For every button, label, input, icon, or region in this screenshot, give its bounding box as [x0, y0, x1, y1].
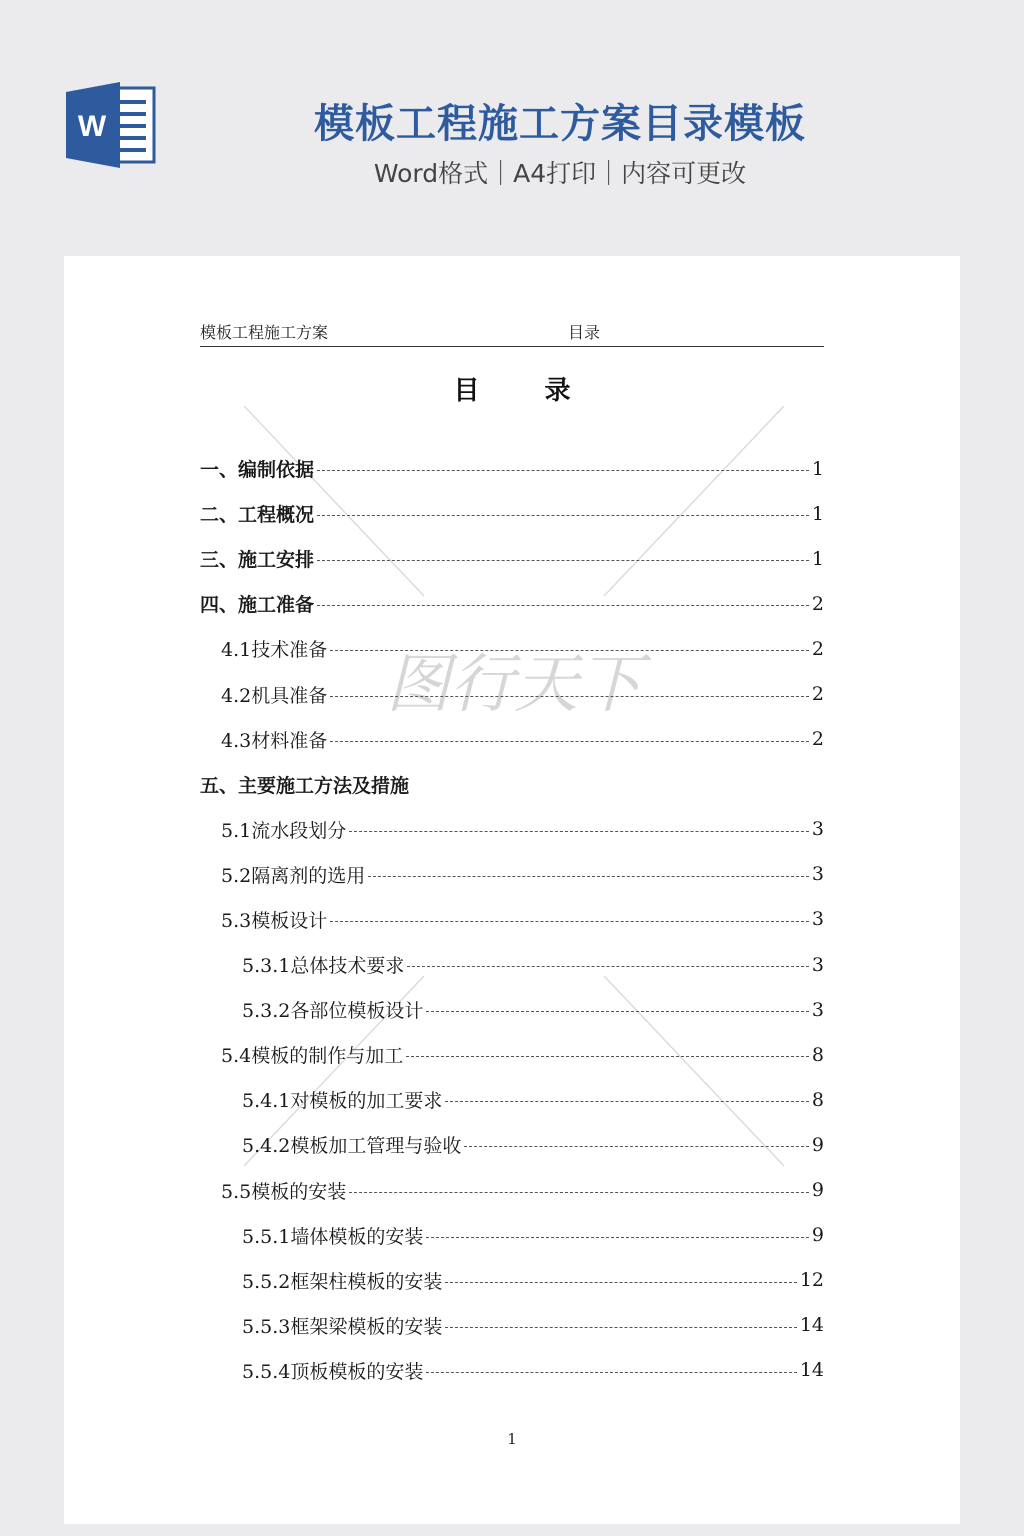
toc-label: 4.3材料准备 [221, 729, 328, 752]
header-doc-title: 模板工程施工方案 [200, 323, 329, 342]
toc-label: 二、工程概况 [200, 504, 315, 527]
leader-dots [330, 741, 809, 742]
leader-dots [317, 515, 809, 516]
toc-page: 8 [811, 1043, 824, 1066]
toc-label: 五、主要施工方法及措施 [200, 774, 410, 797]
word-icon [64, 82, 156, 168]
toc-entry[interactable] [200, 942, 824, 987]
toc-entry[interactable] [200, 987, 824, 1032]
toc-entry[interactable] [200, 1032, 824, 1077]
running-header [200, 318, 824, 347]
toc-page: 8 [811, 1088, 824, 1111]
page-number: 1 [507, 1430, 517, 1448]
toc-page: 2 [811, 637, 824, 660]
toc-entry[interactable] [200, 1122, 824, 1167]
toc-label: 5.5.3框架梁模板的安装 [242, 1315, 443, 1338]
toc-label: 5.1流水段划分 [221, 819, 347, 842]
leader-dots [349, 1192, 809, 1193]
leader-dots [330, 696, 809, 697]
toc-page: 2 [811, 683, 824, 706]
toc-label: 5.5.1墙体模板的安装 [242, 1225, 424, 1248]
toc-label: 一、编制依据 [200, 459, 315, 482]
toc-entry[interactable] [200, 897, 824, 942]
toc-label: 三、施工安排 [200, 549, 315, 572]
header-section: 目录 [568, 323, 601, 342]
leader-dots [317, 470, 809, 471]
toc-entry[interactable] [200, 762, 824, 807]
toc-page: 9 [811, 1133, 824, 1156]
toc-entry[interactable] [200, 581, 824, 626]
toc-page: 2 [811, 728, 824, 751]
toc-label: 4.2机具准备 [221, 684, 328, 707]
table-of-contents [200, 446, 824, 1393]
watermark-text: 图行天下 [386, 648, 642, 722]
document-page [64, 256, 960, 1524]
leader-dots [349, 831, 809, 832]
toc-page: 1 [811, 547, 824, 570]
toc-entry[interactable] [200, 1348, 824, 1393]
toc-page: 1 [811, 502, 824, 525]
toc-page: 14 [799, 1359, 824, 1382]
banner-subtitle: Word格式｜A4打印｜内容可更改 [373, 159, 747, 188]
toc-entry[interactable] [200, 717, 824, 762]
toc-entry[interactable] [200, 1213, 824, 1258]
leader-dots [426, 1372, 796, 1373]
leader-dots [406, 1056, 809, 1057]
leader-dots [445, 1327, 796, 1328]
toc-page: 12 [799, 1269, 824, 1292]
toc-label: 5.3模板设计 [221, 909, 328, 932]
toc-entry[interactable] [200, 1168, 824, 1213]
leader-dots [426, 1237, 809, 1238]
banner-title: 模板工程施工方案目录模板 [314, 101, 806, 147]
leader-dots [317, 605, 809, 606]
toc-label: 5.5模板的安装 [221, 1180, 347, 1203]
toc-label: 5.4.2模板加工管理与验收 [242, 1135, 462, 1158]
toc-label: 5.3.1总体技术要求 [242, 955, 405, 978]
leader-dots [368, 876, 809, 877]
toc-label: 5.5.4顶板模板的安装 [242, 1360, 424, 1383]
toc-entry[interactable] [200, 852, 824, 897]
toc-page: 9 [811, 1179, 824, 1202]
toc-label: 4.1技术准备 [221, 639, 328, 662]
leader-dots [330, 650, 809, 651]
leader-dots [426, 1011, 809, 1012]
svg-text:W: W [77, 110, 107, 143]
toc-label: 5.4.1对模板的加工要求 [242, 1090, 443, 1113]
toc-entry[interactable] [200, 536, 824, 581]
toc-label: 四、施工准备 [200, 594, 315, 617]
toc-page: 3 [811, 863, 824, 886]
toc-label: 5.2隔离剂的选用 [221, 864, 366, 887]
toc-page: 1 [811, 457, 824, 480]
toc-page: 3 [811, 953, 824, 976]
toc-page: 3 [811, 818, 824, 841]
toc-page: 2 [811, 592, 824, 615]
leader-dots [464, 1146, 809, 1147]
leader-dots [317, 560, 809, 561]
leader-dots [407, 966, 809, 967]
toc-entry[interactable] [200, 626, 824, 671]
toc-page: 14 [799, 1314, 824, 1337]
toc-entry[interactable] [200, 1258, 824, 1303]
leader-dots [445, 1282, 796, 1283]
toc-entry[interactable] [200, 1077, 824, 1122]
toc-entry[interactable] [200, 671, 824, 716]
toc-title: 目 录 [453, 376, 599, 406]
toc-label: 5.3.2各部位模板设计 [242, 1000, 424, 1023]
toc-page: 9 [811, 1224, 824, 1247]
leader-dots [445, 1101, 809, 1102]
leader-dots [330, 921, 809, 922]
toc-entry[interactable] [200, 491, 824, 536]
toc-label: 5.5.2框架柱模板的安装 [242, 1270, 443, 1293]
toc-entry[interactable] [200, 1303, 824, 1348]
toc-label: 5.4模板的制作与加工 [221, 1045, 404, 1068]
toc-entry[interactable] [200, 446, 824, 491]
toc-page: 3 [811, 998, 824, 1021]
toc-page: 3 [811, 908, 824, 931]
toc-entry[interactable] [200, 807, 824, 852]
